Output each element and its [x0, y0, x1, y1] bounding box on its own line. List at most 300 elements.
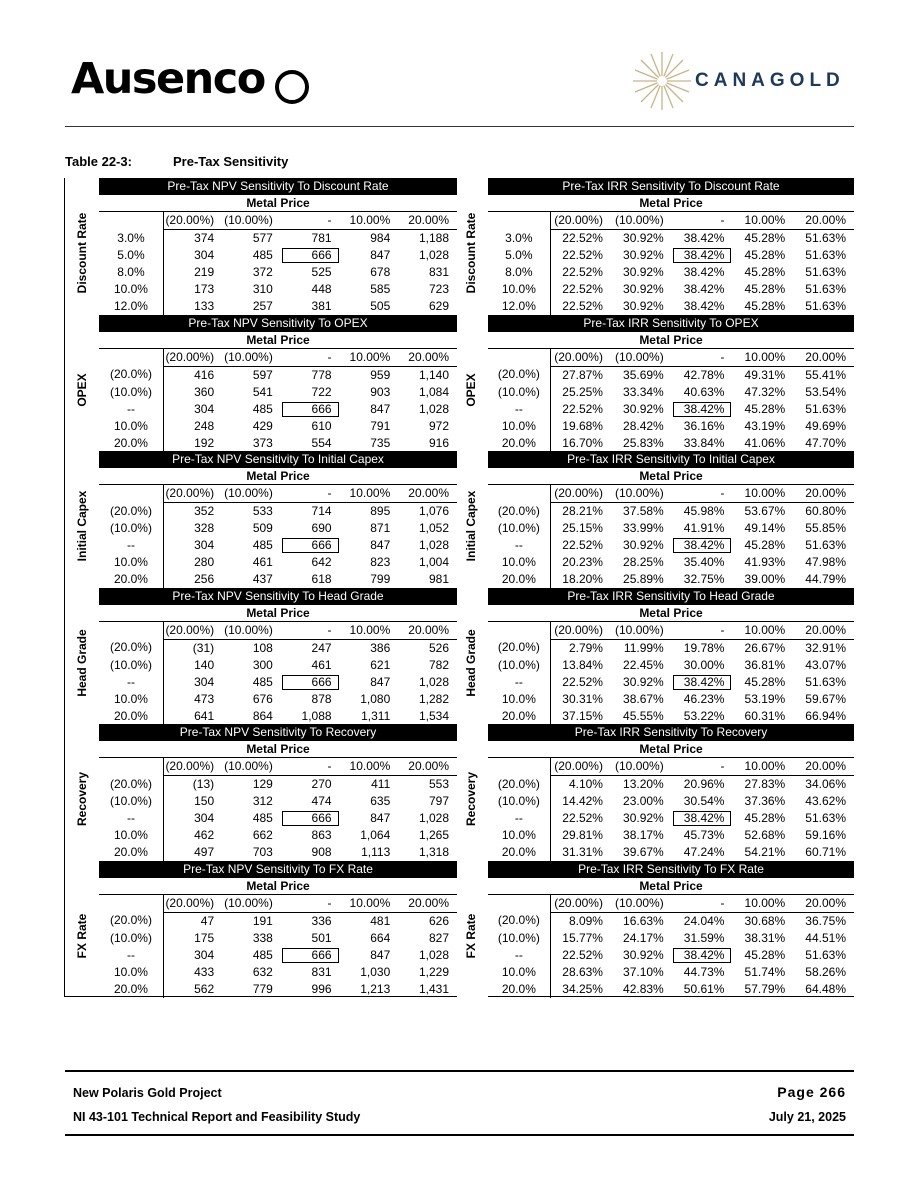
table-cell: 55.85%	[805, 521, 846, 535]
table-cell: 22.52%	[562, 538, 603, 552]
table-title-band: Pre-Tax IRR Sensitivity To Recovery	[488, 724, 854, 741]
side-label-text: OPEX	[75, 372, 89, 407]
sensitivity-table	[488, 315, 854, 452]
table-cell: 20.23%	[562, 555, 603, 569]
table-title-band: Pre-Tax IRR Sensitivity To OPEX	[488, 315, 854, 332]
footer-page: Page 266	[777, 1084, 846, 1100]
row-label: (20.0%)	[99, 503, 163, 521]
table-cell: 1,052	[418, 521, 449, 535]
table-title-band: Pre-Tax NPV Sensitivity To OPEX	[99, 315, 457, 332]
table-title-band: Pre-Tax IRR Sensitivity To Discount Rate	[488, 178, 854, 195]
table-cell: 43.19%	[744, 418, 786, 433]
row-label-header	[99, 758, 163, 776]
table-cell: 847	[370, 248, 391, 262]
table-cell: 38.31%	[744, 930, 786, 945]
row-label: 5.0%	[99, 247, 163, 264]
table-row	[99, 810, 457, 827]
table-cell: 47.24%	[683, 845, 725, 859]
row-label: --	[488, 810, 550, 827]
table-row	[99, 503, 457, 521]
side-label	[454, 315, 488, 452]
column-header: 10.00%	[340, 758, 399, 776]
data-table	[99, 895, 457, 998]
side-label	[65, 315, 99, 452]
table-cell: 38.17%	[623, 828, 664, 842]
table-cell: 791	[370, 418, 391, 433]
table-cell: 150	[194, 794, 215, 808]
column-header: (20.00%)	[550, 895, 611, 913]
irr-block	[464, 724, 854, 861]
table-row	[99, 930, 457, 947]
side-label	[65, 178, 99, 315]
table-cell: 38.42%	[672, 810, 733, 827]
table-cell: 497	[194, 845, 215, 859]
table-cell: 336	[311, 913, 332, 928]
table-cell: 847	[370, 811, 391, 825]
metal-price-label: Metal Price	[99, 332, 457, 349]
table-cell: 108	[252, 640, 273, 655]
column-header: 10.00%	[340, 349, 399, 367]
column-header: (10.00%)	[222, 758, 281, 776]
table-cell: 1,140	[418, 367, 449, 382]
column-header: (10.00%)	[222, 622, 281, 640]
row-label-header	[99, 212, 163, 230]
table-cell: 25.83%	[623, 435, 664, 450]
table-cell: 666	[281, 674, 340, 691]
table-cell: 509	[252, 521, 273, 535]
column-header: 20.00%	[793, 349, 854, 367]
table-cell: 411	[371, 777, 391, 791]
table-row	[99, 401, 457, 418]
table-row	[488, 810, 854, 827]
table-row	[488, 401, 854, 418]
data-table	[488, 895, 854, 998]
table-cell: 30.92%	[623, 265, 664, 279]
table-cell: 429	[252, 418, 273, 433]
table-cell: 526	[428, 640, 449, 655]
table-cell: 8.09%	[568, 913, 603, 928]
table-cell: 19.68%	[562, 418, 603, 433]
table-row	[488, 418, 854, 435]
table-cell: 175	[194, 930, 215, 945]
column-header: (20.00%)	[163, 622, 222, 640]
table-cell: 304	[194, 248, 215, 262]
table-title: Pre-Tax Sensitivity	[173, 154, 289, 169]
table-row	[99, 947, 457, 964]
table-cell: 30.68%	[744, 913, 786, 928]
table-cell: 46.23%	[683, 691, 725, 706]
table-cell: 24.04%	[683, 913, 725, 928]
table-cell: 505	[370, 299, 391, 313]
header-row	[99, 758, 457, 776]
table-title-band: Pre-Tax IRR Sensitivity To Head Grade	[488, 588, 854, 605]
table-cell: 30.92%	[623, 811, 664, 825]
column-header: (10.00%)	[611, 349, 672, 367]
table-cell: 678	[370, 265, 391, 279]
table-cell: 45.28%	[744, 947, 786, 962]
column-header: 10.00%	[732, 485, 793, 503]
table-cell: 1,282	[418, 691, 449, 706]
table-cell: 847	[370, 538, 391, 552]
table-cell: 903	[370, 384, 391, 399]
table-row	[488, 520, 854, 537]
table-cell: 30.92%	[623, 674, 664, 689]
table-cell: 485	[252, 248, 273, 262]
table-cell: 23.00%	[623, 794, 664, 808]
table-cell: 38.42%	[672, 674, 733, 691]
table-cell: 36.81%	[744, 657, 786, 672]
table-row	[488, 264, 854, 281]
row-label: (10.0%)	[99, 520, 163, 537]
table-cell: 44.73%	[683, 964, 725, 979]
side-label-text: Head Grade	[464, 628, 478, 697]
table-cell: 13.84%	[562, 657, 603, 672]
irr-block	[464, 451, 854, 588]
column-header: 10.00%	[732, 212, 793, 230]
data-table	[488, 758, 854, 861]
table-cell: 30.92%	[623, 947, 664, 962]
table-row	[488, 827, 854, 844]
row-label: 10.0%	[488, 281, 550, 298]
table-cell: 45.28%	[744, 401, 786, 416]
sensitivity-table	[99, 315, 457, 452]
table-cell: 30.00%	[683, 657, 725, 672]
row-label: (20.0%)	[99, 639, 163, 657]
table-cell: 45.28%	[744, 674, 786, 689]
table-cell: 38.42%	[683, 299, 725, 313]
side-label-text: Head Grade	[75, 628, 89, 697]
table-cell: 51.63%	[805, 947, 846, 962]
table-cell: 1,213	[360, 981, 391, 996]
table-cell: 45.28%	[744, 231, 786, 245]
table-row	[99, 827, 457, 844]
table-cell: 33.99%	[623, 521, 664, 535]
header-row	[488, 485, 854, 503]
table-cell: 24.17%	[623, 930, 664, 945]
data-table	[99, 349, 457, 452]
table-cell: 22.52%	[562, 299, 603, 313]
table-cell: 37.58%	[623, 504, 664, 518]
column-header: -	[281, 485, 340, 503]
column-header: 20.00%	[398, 895, 457, 913]
table-cell: 1,028	[418, 248, 449, 262]
footer-report: NI 43-101 Technical Report and Feasibility Study	[73, 1110, 361, 1124]
table-cell: 33.34%	[623, 384, 664, 399]
row-label: 3.0%	[488, 230, 550, 248]
table-row	[99, 298, 457, 315]
table-cell: 30.92%	[623, 282, 664, 296]
row-label: --	[99, 947, 163, 964]
side-label-text: OPEX	[464, 372, 478, 407]
column-header: (10.00%)	[222, 212, 281, 230]
table-cell: 1,030	[360, 964, 391, 979]
table-cell: 57.79%	[744, 981, 786, 996]
column-header: -	[672, 212, 733, 230]
header-divider	[65, 126, 854, 127]
table-cell: 1,028	[418, 947, 449, 962]
column-header: 10.00%	[340, 485, 399, 503]
table-cell: 916	[428, 435, 449, 450]
page-header	[65, 50, 854, 128]
table-cell: 54.21%	[744, 845, 786, 859]
row-label: 8.0%	[488, 264, 550, 281]
table-cell: 29.81%	[562, 828, 603, 842]
table-cell: 43.62%	[805, 794, 846, 808]
table-cell: 38.42%	[672, 247, 733, 264]
column-header: 10.00%	[340, 212, 399, 230]
table-cell: 60.31%	[744, 708, 786, 723]
data-table	[99, 212, 457, 315]
table-cell: 474	[311, 794, 332, 808]
row-label: 20.0%	[99, 571, 163, 588]
column-header: (20.00%)	[550, 349, 611, 367]
row-label-header	[488, 758, 550, 776]
table-cell: 338	[252, 930, 273, 945]
table-cell: 49.69%	[805, 418, 846, 433]
table-cell: 25.15%	[562, 521, 603, 535]
table-cell: 847	[370, 947, 391, 962]
row-label: 5.0%	[488, 247, 550, 264]
table-cell: 49.31%	[744, 367, 786, 382]
table-cell: 666	[281, 537, 340, 554]
table-number: Table 22-3:	[65, 154, 132, 169]
side-label-text: FX Rate	[75, 913, 89, 958]
table-cell: 38.42%	[683, 265, 725, 279]
table-cell: 690	[311, 521, 332, 535]
sensitivity-table	[99, 451, 457, 588]
table-row	[488, 503, 854, 521]
column-header: 20.00%	[398, 485, 457, 503]
table-cell: 30.92%	[623, 248, 664, 262]
footer-divider-top	[65, 1070, 854, 1072]
row-label-header	[488, 622, 550, 640]
table-cell: 45.73%	[683, 828, 725, 842]
column-header: (10.00%)	[611, 622, 672, 640]
row-label-header	[488, 212, 550, 230]
npv-block	[65, 451, 457, 588]
table-caption	[65, 154, 288, 169]
table-cell: 59.16%	[805, 828, 846, 842]
table-row	[99, 384, 457, 401]
table-row	[99, 776, 457, 794]
table-cell: 280	[194, 555, 215, 569]
table-row	[488, 435, 854, 452]
table-cell: 41.93%	[744, 555, 786, 569]
table-cell: 1,004	[418, 555, 449, 569]
table-cell: 55.41%	[805, 367, 846, 382]
row-label: (10.0%)	[488, 930, 550, 947]
metal-price-label: Metal Price	[99, 468, 457, 485]
table-cell: 972	[428, 418, 449, 433]
table-cell: 51.63%	[805, 811, 846, 825]
table-cell: 59.67%	[805, 691, 846, 706]
table-cell: 191	[252, 913, 273, 928]
table-cell: 18.20%	[562, 572, 603, 586]
table-row	[99, 571, 457, 588]
table-row	[488, 793, 854, 810]
table-cell: 374	[194, 231, 215, 245]
table-cell: 300	[252, 657, 273, 672]
irr-block	[464, 315, 854, 452]
row-label: --	[488, 401, 550, 418]
table-cell: 562	[194, 981, 215, 996]
table-cell: 1,265	[418, 828, 449, 842]
row-label: 20.0%	[488, 844, 550, 861]
table-row	[488, 964, 854, 981]
row-label: --	[99, 674, 163, 691]
table-row	[99, 657, 457, 674]
table-cell: 31.31%	[562, 845, 603, 859]
row-label: 10.0%	[99, 418, 163, 435]
table-cell: 823	[370, 555, 391, 569]
column-header: 20.00%	[398, 212, 457, 230]
table-cell: 248	[194, 418, 215, 433]
side-label-text: Initial Capex	[75, 490, 89, 562]
table-cell: 51.63%	[805, 282, 846, 296]
data-table	[488, 485, 854, 588]
table-cell: 14.42%	[562, 794, 603, 808]
row-label: 10.0%	[488, 554, 550, 571]
table-cell: 895	[370, 504, 391, 518]
header-row	[488, 895, 854, 913]
table-cell: 28.25%	[623, 555, 664, 569]
table-cell: 51.63%	[805, 674, 846, 689]
row-label: 20.0%	[488, 981, 550, 998]
sensitivity-table	[488, 861, 854, 998]
npv-sensitivity-column	[64, 178, 457, 997]
table-cell: 129	[252, 777, 273, 791]
table-cell: 1,229	[418, 964, 449, 979]
column-header: -	[672, 758, 733, 776]
table-cell: 635	[370, 794, 391, 808]
table-row	[488, 298, 854, 315]
table-cell: 26.67%	[744, 640, 786, 655]
table-cell: 996	[311, 981, 332, 996]
row-label: --	[488, 947, 550, 964]
header-row	[99, 622, 457, 640]
column-header: 20.00%	[398, 349, 457, 367]
table-cell: 28.42%	[623, 418, 664, 433]
metal-price-label: Metal Price	[99, 605, 457, 622]
table-cell: 1,311	[361, 708, 391, 723]
metal-price-label: Metal Price	[488, 605, 854, 622]
row-label: 20.0%	[488, 435, 550, 452]
row-label-header	[99, 895, 163, 913]
column-header: 20.00%	[398, 622, 457, 640]
column-header: (20.00%)	[550, 485, 611, 503]
table-row	[488, 554, 854, 571]
table-row	[488, 947, 854, 964]
column-header: -	[281, 349, 340, 367]
column-header: (20.00%)	[163, 895, 222, 913]
table-cell: 1,028	[418, 401, 449, 416]
table-cell: 723	[428, 282, 449, 296]
table-cell: 53.54%	[805, 384, 846, 399]
table-cell: 13.20%	[623, 777, 664, 791]
row-label-header	[99, 622, 163, 640]
table-cell: 39.67%	[623, 845, 664, 859]
table-cell: 666	[281, 947, 340, 964]
table-cell: 310	[252, 282, 273, 296]
row-label: 12.0%	[99, 298, 163, 315]
table-cell: 22.52%	[562, 401, 603, 416]
table-cell: 60.71%	[805, 845, 846, 859]
table-cell: 66.94%	[805, 708, 846, 723]
table-cell: 51.63%	[805, 538, 846, 552]
side-label-text: Initial Capex	[464, 490, 478, 562]
row-label: 8.0%	[99, 264, 163, 281]
table-cell: (31)	[192, 640, 215, 655]
data-table	[99, 758, 457, 861]
table-cell: 219	[194, 265, 215, 279]
row-label-header	[488, 895, 550, 913]
table-cell: 45.28%	[744, 282, 786, 296]
table-cell: 781	[311, 231, 332, 245]
table-cell: 831	[428, 265, 449, 279]
npv-block	[65, 724, 457, 861]
header-row	[488, 349, 854, 367]
table-cell: 304	[194, 811, 215, 825]
ausenco-logo: Ausenco	[71, 54, 265, 104]
table-cell: 485	[252, 811, 273, 825]
table-cell: 959	[370, 367, 391, 382]
table-row	[488, 708, 854, 725]
table-row	[99, 230, 457, 248]
row-label: --	[488, 674, 550, 691]
column-header: (10.00%)	[222, 349, 281, 367]
table-cell: 481	[370, 913, 391, 928]
metal-price-label: Metal Price	[488, 741, 854, 758]
row-label: --	[99, 401, 163, 418]
row-label: --	[99, 810, 163, 827]
table-cell: 192	[194, 435, 215, 450]
table-cell: 44.79%	[805, 572, 846, 586]
row-label: (20.0%)	[99, 776, 163, 794]
footer-date: July 21, 2025	[768, 1110, 846, 1124]
column-header: (20.00%)	[163, 485, 222, 503]
table-cell: 15.77%	[562, 930, 603, 945]
table-cell: 27.87%	[562, 367, 603, 382]
table-cell: 45.55%	[623, 708, 664, 723]
header-row	[99, 349, 457, 367]
table-cell: 35.69%	[623, 367, 664, 382]
row-label: (20.0%)	[488, 639, 550, 657]
table-cell: 42.83%	[623, 981, 664, 996]
row-label: 3.0%	[99, 230, 163, 248]
table-cell: 1,028	[418, 674, 449, 689]
column-header: (10.00%)	[611, 895, 672, 913]
table-row	[99, 691, 457, 708]
table-cell: 831	[311, 964, 332, 979]
table-cell: 140	[194, 657, 215, 672]
table-row	[488, 930, 854, 947]
sensitivity-table	[99, 178, 457, 315]
side-label	[454, 588, 488, 725]
table-row	[488, 912, 854, 930]
table-row	[488, 981, 854, 998]
column-header: (20.00%)	[550, 758, 611, 776]
table-cell: 416	[194, 367, 215, 382]
table-cell: 778	[311, 367, 332, 382]
table-title-band: Pre-Tax NPV Sensitivity To Recovery	[99, 724, 457, 741]
row-label: (10.0%)	[99, 657, 163, 674]
table-row	[99, 912, 457, 930]
table-cell: 53.67%	[744, 504, 786, 518]
table-cell: 37.36%	[744, 794, 786, 808]
row-label: 10.0%	[99, 827, 163, 844]
table-cell: 485	[252, 947, 273, 962]
table-cell: 42.78%	[683, 367, 725, 382]
